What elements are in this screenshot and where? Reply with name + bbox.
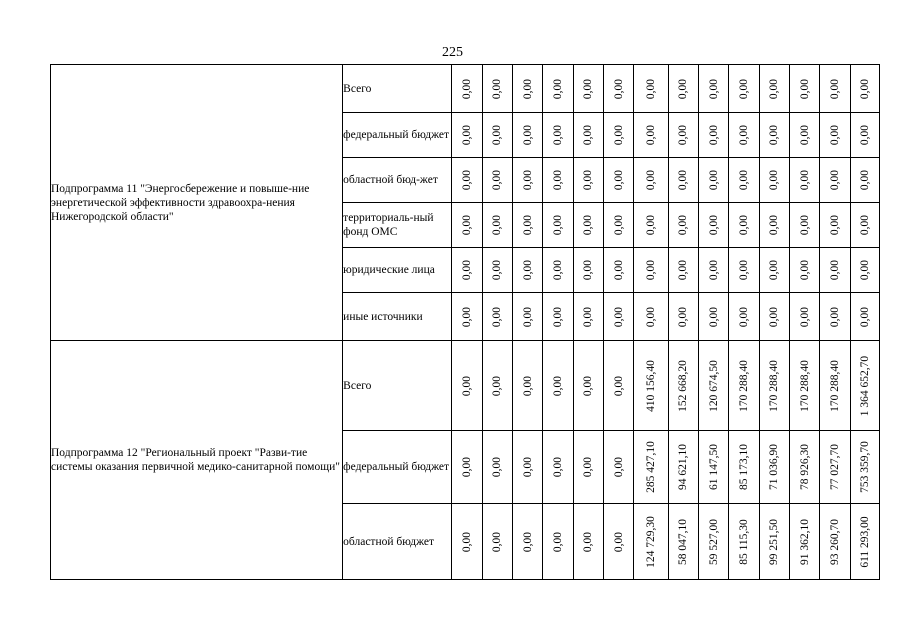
value-text: 0,00 [768, 306, 781, 327]
funding-source: иные источники [343, 293, 452, 341]
value-text: 0,00 [612, 375, 625, 396]
value-text: 0,00 [461, 456, 473, 478]
value-cell [452, 431, 482, 504]
value-text: 0,00 [582, 306, 595, 327]
value-text: 0,00 [461, 124, 473, 146]
value-text: 0,00 [858, 306, 871, 327]
value-cell [729, 248, 759, 293]
value-text: 0,00 [551, 531, 564, 552]
value-text: 0,00 [737, 124, 750, 146]
value-cell [634, 113, 668, 158]
value-cell [634, 293, 668, 341]
funding-source: федеральный бюджет [343, 113, 452, 158]
value-cell [820, 203, 850, 248]
value-text: 0,00 [828, 169, 841, 191]
value-cell [603, 248, 633, 293]
value-text: 0,00 [491, 169, 504, 191]
value-cell [668, 293, 698, 341]
value-cell [789, 341, 819, 431]
value-text: 0,00 [707, 169, 720, 191]
value-cell [482, 65, 512, 113]
value-text: 0,00 [828, 306, 841, 327]
value-text: 0,00 [612, 214, 625, 236]
value-text: 85 173,10 [737, 444, 750, 490]
value-text: 0,00 [551, 456, 564, 478]
value-text: 0,00 [461, 214, 473, 236]
value-cell [789, 504, 819, 580]
value-text: 0,00 [521, 214, 534, 236]
value-cell [452, 341, 482, 431]
value-cell [668, 203, 698, 248]
value-cell [820, 248, 850, 293]
value-cell [543, 113, 573, 158]
program-name: Подпрограмма 12 "Региональный проект "Разви-тие системы оказания первичной медико-санитарной помощи" [51, 341, 343, 580]
value-text: 59 527,00 [707, 518, 720, 565]
value-text: 0,00 [858, 214, 871, 236]
value-cell [543, 341, 573, 431]
value-text: 0,00 [798, 78, 811, 99]
value-cell [603, 203, 633, 248]
value-text: 0,00 [461, 531, 473, 552]
table-row [51, 65, 880, 113]
value-cell [603, 113, 633, 158]
value-cell [759, 158, 789, 203]
value-text: 0,00 [737, 78, 750, 99]
value-text: 0,00 [582, 456, 595, 478]
value-text: 0,00 [612, 306, 625, 327]
value-text: 0,00 [737, 259, 750, 281]
value-text: 0,00 [551, 259, 564, 281]
value-cell [759, 65, 789, 113]
funding-source: территориаль-ный фонд ОМС [343, 203, 452, 248]
value-cell [789, 293, 819, 341]
value-cell [699, 293, 729, 341]
value-text: 0,00 [491, 78, 504, 99]
value-cell [759, 203, 789, 248]
value-text: 0,00 [521, 375, 534, 396]
value-cell [482, 248, 512, 293]
value-text: 753 359,70 [858, 441, 871, 493]
value-cell [759, 248, 789, 293]
value-cell [699, 341, 729, 431]
value-cell [789, 65, 819, 113]
value-text: 78 926,30 [798, 444, 811, 490]
funding-source: областной бюд-жет [343, 158, 452, 203]
value-cell [603, 504, 633, 580]
value-text: 0,00 [644, 169, 657, 191]
value-cell [482, 158, 512, 203]
value-text: 0,00 [551, 375, 564, 396]
value-text: 61 147,50 [707, 444, 720, 490]
value-text: 0,00 [582, 78, 595, 99]
value-cell [729, 504, 759, 580]
value-text: 0,00 [582, 214, 595, 236]
value-text: 0,00 [858, 169, 871, 191]
value-cell [759, 293, 789, 341]
value-cell [573, 203, 603, 248]
value-text: 94 621,10 [677, 444, 690, 490]
value-text: 410 156,40 [644, 359, 657, 412]
value-cell [452, 203, 482, 248]
value-text: 0,00 [612, 169, 625, 191]
value-text: 0,00 [677, 124, 690, 146]
value-cell [513, 341, 543, 431]
value-text: 0,00 [521, 306, 534, 327]
value-text: 0,00 [491, 375, 504, 396]
value-text: 0,00 [491, 124, 504, 146]
value-text: 0,00 [828, 259, 841, 281]
value-cell [513, 203, 543, 248]
value-text: 0,00 [612, 259, 625, 281]
value-text: 0,00 [461, 259, 473, 281]
value-text: 0,00 [828, 78, 841, 99]
value-cell [603, 158, 633, 203]
value-text: 0,00 [491, 531, 504, 552]
value-cell [634, 158, 668, 203]
value-cell [789, 248, 819, 293]
value-text: 0,00 [551, 214, 564, 236]
value-text: 0,00 [858, 259, 871, 281]
value-cell [634, 431, 668, 504]
value-cell [699, 113, 729, 158]
value-cell [543, 248, 573, 293]
value-cell [820, 504, 850, 580]
value-text: 0,00 [798, 306, 811, 327]
value-cell [634, 65, 668, 113]
value-cell [603, 65, 633, 113]
value-text: 0,00 [707, 259, 720, 281]
value-cell [668, 341, 698, 431]
value-cell [759, 341, 789, 431]
value-cell [513, 504, 543, 580]
value-text: 0,00 [551, 124, 564, 146]
value-text: 0,00 [768, 169, 781, 191]
value-text: 0,00 [768, 78, 781, 99]
value-cell [543, 65, 573, 113]
value-text: 124 729,30 [644, 515, 657, 568]
value-text: 0,00 [461, 78, 473, 99]
value-cell [850, 203, 879, 248]
value-text: 0,00 [491, 259, 504, 281]
value-cell [668, 65, 698, 113]
value-text: 0,00 [551, 306, 564, 327]
value-cell [634, 248, 668, 293]
value-text: 0,00 [737, 306, 750, 327]
value-text: 0,00 [521, 259, 534, 281]
value-cell [789, 158, 819, 203]
value-cell [850, 158, 879, 203]
value-cell [850, 65, 879, 113]
funding-source: Всего [343, 65, 452, 113]
value-cell [820, 65, 850, 113]
value-cell [850, 113, 879, 158]
value-cell [850, 293, 879, 341]
value-cell [543, 293, 573, 341]
value-cell [482, 113, 512, 158]
value-text: 0,00 [858, 124, 871, 146]
value-text: 285 427,10 [644, 441, 657, 493]
value-cell [820, 158, 850, 203]
value-cell [668, 113, 698, 158]
value-cell [573, 248, 603, 293]
value-cell [513, 293, 543, 341]
value-cell [850, 504, 879, 580]
value-cell [513, 158, 543, 203]
value-cell [603, 293, 633, 341]
value-text: 0,00 [582, 259, 595, 281]
value-text: 77 027,70 [828, 444, 841, 490]
value-cell [452, 293, 482, 341]
value-text: 0,00 [612, 78, 625, 99]
value-text: 0,00 [737, 214, 750, 236]
value-cell [573, 431, 603, 504]
value-cell [452, 113, 482, 158]
value-text: 85 115,30 [737, 518, 750, 565]
value-text: 120 674,50 [707, 359, 720, 412]
value-cell [729, 113, 759, 158]
value-cell [603, 341, 633, 431]
value-text: 0,00 [521, 531, 534, 552]
value-text: 0,00 [677, 214, 690, 236]
value-cell [699, 65, 729, 113]
value-text: 0,00 [768, 214, 781, 236]
value-cell [573, 504, 603, 580]
value-text: 0,00 [798, 124, 811, 146]
value-cell [513, 248, 543, 293]
value-cell [850, 248, 879, 293]
value-cell [513, 431, 543, 504]
value-cell [573, 341, 603, 431]
value-cell [668, 431, 698, 504]
value-text: 0,00 [491, 456, 504, 478]
value-text: 170 288,40 [737, 359, 750, 412]
value-text: 0,00 [521, 456, 534, 478]
value-cell [729, 293, 759, 341]
value-cell [513, 65, 543, 113]
value-text: 0,00 [582, 169, 595, 191]
value-cell [603, 431, 633, 504]
value-text: 0,00 [582, 375, 595, 396]
value-cell [729, 431, 759, 504]
value-cell [759, 504, 789, 580]
value-cell [729, 341, 759, 431]
value-text: 611 293,00 [858, 515, 871, 568]
value-cell [789, 203, 819, 248]
value-text: 170 288,40 [828, 359, 841, 412]
value-text: 0,00 [582, 124, 595, 146]
funding-source: областной бюджет [343, 504, 452, 580]
table-row [51, 341, 880, 431]
value-cell [482, 504, 512, 580]
value-cell [452, 504, 482, 580]
value-text: 170 288,40 [768, 359, 781, 412]
program-name: Подпрограмма 11 "Энергосбережение и повыше-ние энергетической эффективности здравоохра-нения Нижегородской области" [51, 65, 343, 341]
value-text: 0,00 [612, 456, 625, 478]
value-cell [452, 248, 482, 293]
value-text: 0,00 [768, 124, 781, 146]
value-text: 0,00 [707, 214, 720, 236]
page-number: 225 [442, 45, 463, 60]
value-text: 0,00 [582, 531, 595, 552]
value-cell [573, 65, 603, 113]
value-cell [699, 248, 729, 293]
value-text: 0,00 [798, 259, 811, 281]
value-text: 71 036,90 [768, 444, 781, 490]
value-text: 0,00 [551, 169, 564, 191]
value-cell [668, 248, 698, 293]
value-cell [482, 431, 512, 504]
value-text: 91 362,10 [798, 518, 811, 565]
value-cell [789, 113, 819, 158]
value-cell [543, 203, 573, 248]
value-text: 0,00 [677, 78, 690, 99]
value-text: 0,00 [677, 169, 690, 191]
value-cell [482, 293, 512, 341]
value-cell [668, 158, 698, 203]
value-cell [573, 158, 603, 203]
value-cell [543, 431, 573, 504]
budget-table [50, 64, 880, 580]
value-text: 0,00 [612, 531, 625, 552]
value-text: 0,00 [768, 259, 781, 281]
value-cell [850, 431, 879, 504]
value-cell [699, 504, 729, 580]
value-text: 0,00 [828, 124, 841, 146]
value-cell [699, 203, 729, 248]
value-text: 58 047,10 [677, 518, 690, 565]
value-cell [513, 113, 543, 158]
value-text: 0,00 [707, 306, 720, 327]
value-cell [482, 203, 512, 248]
value-cell [543, 158, 573, 203]
value-text: 0,00 [491, 306, 504, 327]
value-cell [850, 341, 879, 431]
value-cell [820, 293, 850, 341]
value-cell [820, 113, 850, 158]
value-text: 0,00 [737, 169, 750, 191]
funding-source: федеральный бюджет [343, 431, 452, 504]
value-text: 0,00 [677, 306, 690, 327]
value-text: 0,00 [612, 124, 625, 146]
value-cell [634, 203, 668, 248]
value-text: 93 260,70 [828, 518, 841, 565]
value-text: 0,00 [461, 169, 473, 191]
value-text: 0,00 [644, 259, 657, 281]
value-cell [759, 431, 789, 504]
value-text: 0,00 [707, 124, 720, 146]
value-text: 0,00 [644, 78, 657, 99]
value-text: 0,00 [461, 375, 473, 396]
value-cell [543, 504, 573, 580]
value-cell [634, 341, 668, 431]
value-cell [759, 113, 789, 158]
value-text: 0,00 [521, 169, 534, 191]
value-cell [573, 293, 603, 341]
value-cell [482, 341, 512, 431]
value-cell [820, 341, 850, 431]
value-text: 0,00 [551, 78, 564, 99]
value-cell [699, 431, 729, 504]
value-text: 0,00 [677, 259, 690, 281]
value-text: 0,00 [798, 169, 811, 191]
value-text: 0,00 [461, 306, 473, 327]
value-cell [452, 65, 482, 113]
value-text: 0,00 [644, 214, 657, 236]
value-text: 0,00 [521, 124, 534, 146]
value-text: 0,00 [798, 214, 811, 236]
value-cell [729, 203, 759, 248]
value-cell [452, 158, 482, 203]
value-cell [789, 431, 819, 504]
value-text: 0,00 [491, 214, 504, 236]
value-cell [729, 158, 759, 203]
value-text: 170 288,40 [798, 359, 811, 412]
value-text: 0,00 [644, 124, 657, 146]
value-cell [820, 431, 850, 504]
value-text: 152 668,20 [677, 359, 690, 412]
value-cell [634, 504, 668, 580]
value-text: 99 251,50 [768, 518, 781, 565]
value-cell [573, 113, 603, 158]
value-text: 0,00 [707, 78, 720, 99]
value-text: 1 364 652,70 [858, 355, 871, 416]
value-cell [699, 158, 729, 203]
value-text: 0,00 [521, 78, 534, 99]
funding-source: юридические лица [343, 248, 452, 293]
value-text: 0,00 [828, 214, 841, 236]
value-text: 0,00 [644, 306, 657, 327]
value-text: 0,00 [858, 78, 871, 99]
value-cell [668, 504, 698, 580]
value-cell [729, 65, 759, 113]
funding-source: Всего [343, 341, 452, 431]
